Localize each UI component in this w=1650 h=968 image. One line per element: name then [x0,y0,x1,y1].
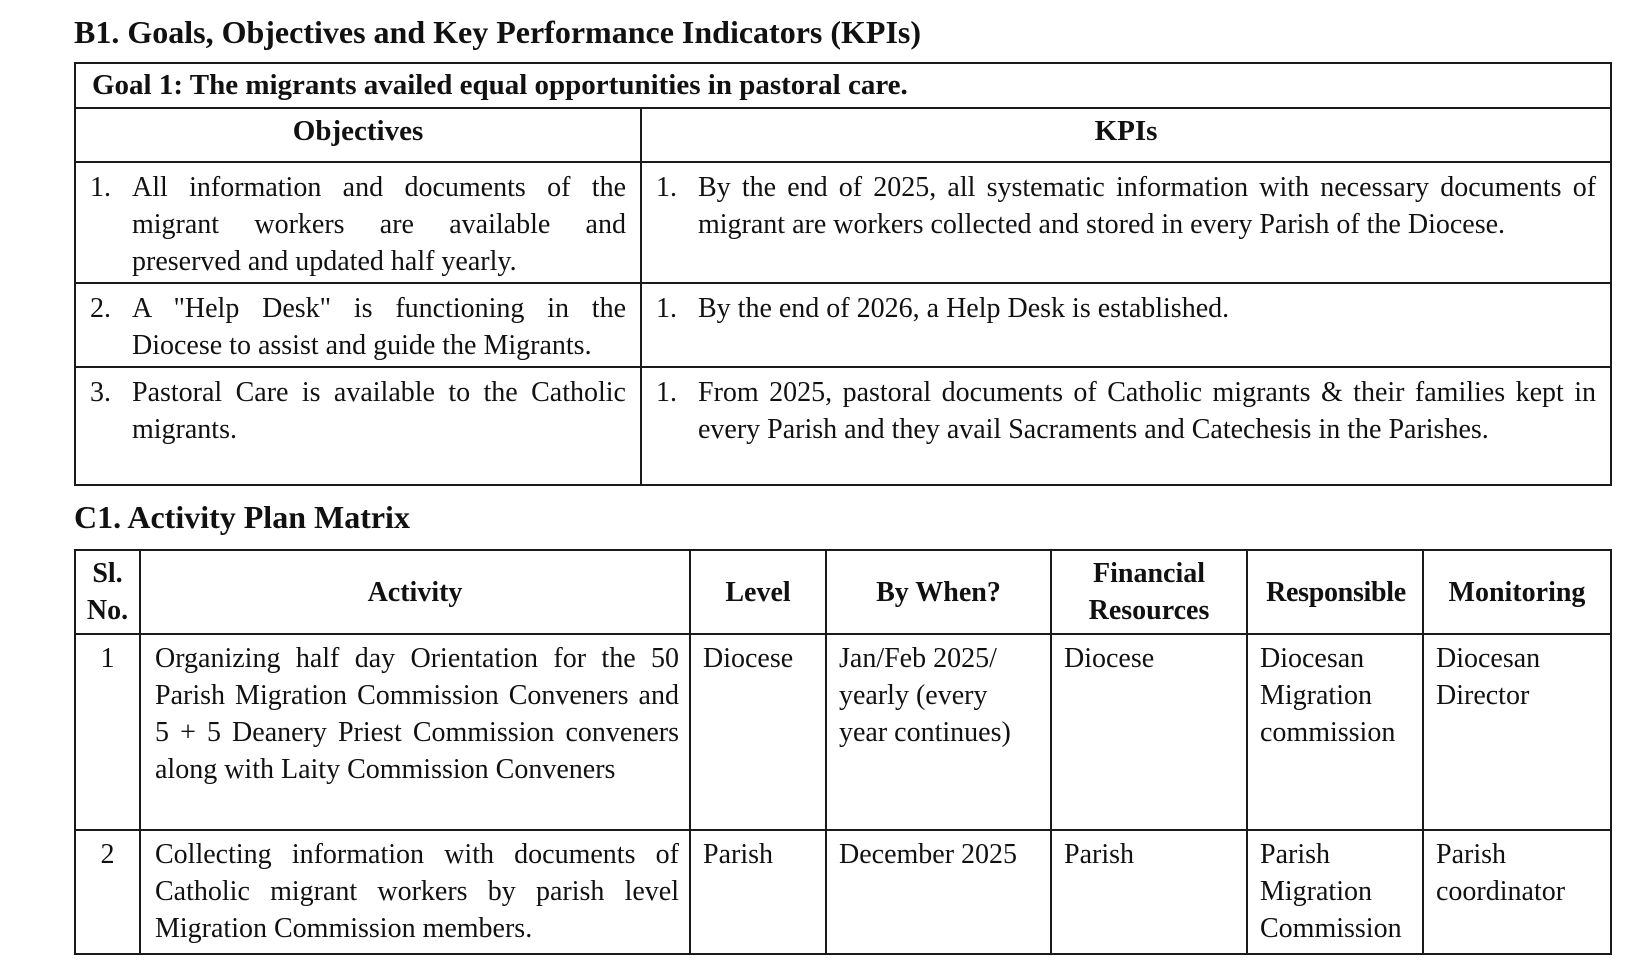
table-row [75,634,1611,830]
table-row [75,162,1611,283]
objective-text: A "Help Desk" is functioning in the Diocese to assist and guide the Migrants. [132,293,626,361]
level-header: Level [690,550,826,634]
by-when-header: By When? [826,550,1051,634]
sl-cell: 1 [75,634,140,830]
financial-cell: Parish [1051,830,1247,954]
fin-header-line1: Financial [1092,558,1205,589]
activity-cell: Organizing half day Orientation for the 50 Parish Migration Commission Conveners and 5 + 5 Deanery Priest Commission conveners along with Laity Commission Conveners [140,634,690,830]
kpis-header: KPIs [641,108,1611,162]
kpi-number: 1. [656,377,677,408]
financial-cell: Diocese [1051,634,1247,830]
kpi-cell [641,283,1611,367]
section-heading-c1: C1. Activity Plan Matrix [74,499,410,535]
monitoring-cell: Diocesan Director [1423,634,1611,830]
kpi-cell [641,162,1611,283]
table-row [75,367,1611,485]
objective-text: All information and documents of the migrant workers are available and preserved and updated half yearly. [132,172,626,277]
sl-no-header [75,550,140,634]
objective-cell [75,283,641,367]
table-row [75,830,1611,954]
activity-plan-table [74,549,1612,955]
by-when-cell: December 2025 [826,830,1051,954]
objective-cell [75,367,641,485]
objective-number: 3. [90,377,111,408]
monitoring-cell: Parish coordinator [1423,830,1611,954]
fin-header-line2: Resources [1088,595,1210,626]
table-row [75,283,1611,367]
header-row [75,550,1611,634]
kpi-text: By the end of 2026, a Help Desk is established. [698,293,1230,324]
header-row [75,108,1611,162]
kpi-number: 1. [656,293,677,324]
kpi-number: 1. [656,172,677,203]
financial-resources-header [1051,550,1247,634]
activity-header: Activity [140,550,690,634]
sl-header-line1: Sl. [92,558,123,589]
goal-row [75,63,1611,108]
level-cell: Diocese [690,634,826,830]
by-when-cell: Jan/Feb 2025/ yearly (every year continues) [826,634,1051,830]
responsible-cell: Parish Migration Commission [1247,830,1423,954]
objectives-header: Objectives [75,108,641,162]
kpi-text: From 2025, pastoral documents of Catholic migrants & their families kept in every Parish and they avail Sacraments and Catechesis in the Parishes. [698,377,1597,445]
sl-header-line2: No. [86,595,129,626]
section-heading-b1: B1. Goals, Objectives and Key Performance Indicators (KPIs) [74,14,921,50]
responsible-cell: Diocesan Migration commission [1247,634,1423,830]
objective-number: 1. [90,172,111,203]
level-cell: Parish [690,830,826,954]
sl-cell: 2 [75,830,140,954]
kpi-cell [641,367,1611,485]
objective-cell [75,162,641,283]
kpi-text: By the end of 2025, all systematic information with necessary documents of migrant are workers collected and stored in every Parish of the Diocese. [698,172,1597,240]
objective-text: Pastoral Care is available to the Catholic migrants. [132,377,626,445]
monitoring-header: Monitoring [1423,550,1611,634]
goal-title: Goal 1: The migrants availed equal opportunities in pastoral care. [75,63,1611,108]
objective-number: 2. [90,293,111,324]
activity-cell: Collecting information with documents of Catholic migrant workers by parish level Migration Commission members. [140,830,690,954]
responsible-header: Responsible [1247,550,1423,634]
goals-kpi-table [74,62,1612,486]
